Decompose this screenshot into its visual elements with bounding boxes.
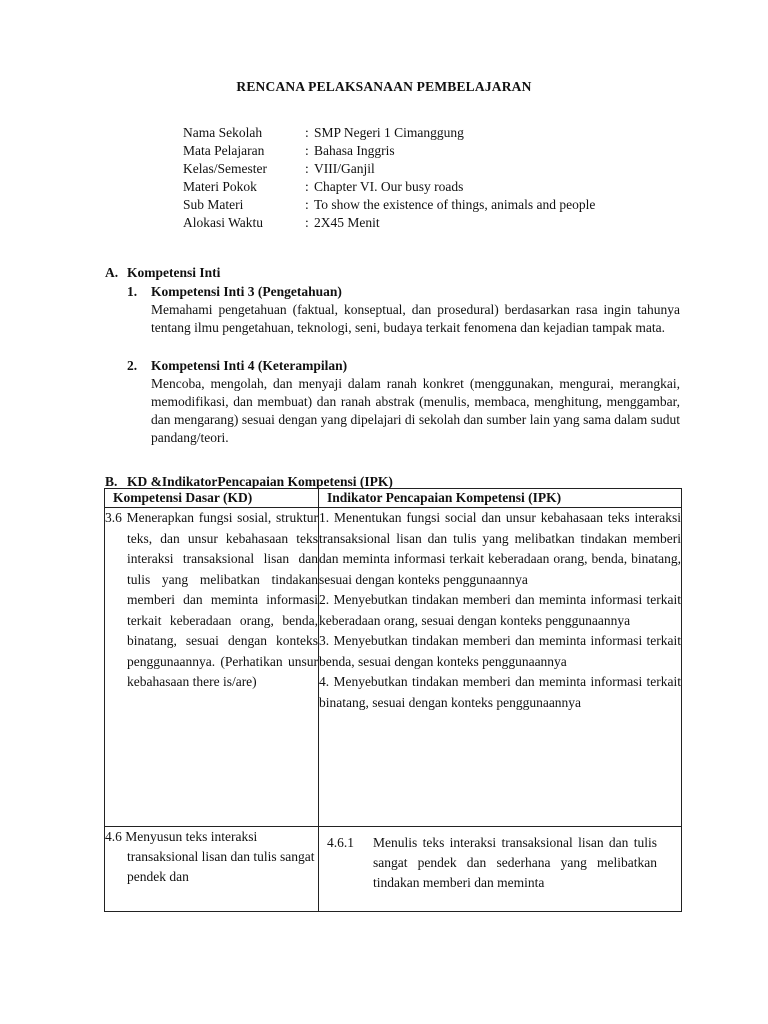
section-letter: A. — [105, 265, 119, 280]
ki-heading-2 — [127, 357, 680, 375]
ipk-item: 4. Menyebutkan tindakan memberi dan meminta informasi terkait binatang, sesuai dengan konteks penggunaannya — [319, 674, 681, 710]
info-key: Kelas/Semester — [183, 161, 267, 176]
kd-cell — [105, 827, 319, 912]
info-key: Alokasi Waktu — [183, 215, 264, 230]
info-separator: : — [305, 179, 309, 194]
info-key: Mata Pelajaran — [183, 143, 265, 158]
info-value: 2X45 Menit — [314, 215, 380, 230]
info-value: SMP Negeri 1 Cimanggung — [314, 125, 464, 140]
kd-cell — [105, 508, 319, 827]
ipk-item: 2. Menyebutkan tindakan memberi dan meminta informasi terkait keberadaan orang, sesuai dengan konteks penggunaannya — [319, 592, 681, 628]
kd-text: 3.6 Menerapkan fungsi sosial, struktur teks, dan unsur kebahasaan teks interaksi transaksional lisan dan tulis yang melibatkan tindakan memberi dan meminta informasi terkait keberadaan orang, benda, binatang, sesuai dengan konteks penggunaannya. (Perhatikan unsur kebahasaan there is/are) — [105, 510, 318, 689]
kd-ipk-table — [104, 488, 682, 912]
ipk-text: Menulis teks interaksi transaksional lisan dan tulis sangat pendek dan sederhana yang melibatkan tindakan memberi dan meminta — [373, 835, 657, 890]
ki-title: Kompetensi Inti 4 (Keterampilan) — [151, 358, 348, 373]
info-key: Materi Pokok — [183, 179, 257, 194]
ki-title: Kompetensi Inti 3 (Pengetahuan) — [151, 284, 342, 299]
ki-description-2 — [151, 375, 680, 447]
info-separator: : — [305, 125, 309, 140]
ipk-item: 1. Menentukan fungsi social dan unsur kebahasaan teks interaksi transaksional lisan dan tulis yang melibatkan tindakan memberi dan meminta informasi terkait keberadaan orang, benda, binatang, sesuai dengan konteks penggunaannya — [319, 510, 681, 587]
ki-paragraph: Memahami pengetahuan (faktual, konseptual, dan prosedural) berdasarkan rasa ingin tahunya tentang ilmu pengetahuan, teknologi, seni, budaya terkait fenomena dan kejadian tampak mata. — [151, 302, 680, 335]
document-title: RENCANA PELAKSANAAN PEMBELAJARAN — [236, 79, 532, 94]
section-letter: B. — [105, 474, 118, 489]
ki-paragraph: Mencoba, mengolah, dan menyaji dalam ranah konkret (menggunakan, mengurai, merangkai, memodifikasi, dan membuat) dan ranah abstrak (menulis, membaca, menghitung, menggambar, dan mengarang) sesuai dengan yang dipelajari di sekolah dan sumber lain yang sama dalam sudut pandang/teori. — [151, 376, 680, 445]
info-row-time — [183, 214, 595, 232]
section-kompetensi-inti — [105, 264, 680, 447]
ki-number: 2. — [127, 358, 138, 373]
section-title: KD &IndikatorPencapaian Kompetensi (IPK) — [127, 474, 393, 489]
ipk-item: 3. Menyebutkan tindakan memberi dan meminta informasi terkait benda, sesuai dengan konteks penggunaannya — [319, 633, 681, 669]
section-heading — [105, 264, 680, 282]
table-row — [105, 827, 682, 912]
info-value: To show the existence of things, animals and people — [314, 197, 596, 212]
kd-text: 4.6 Menyusun teks interaksi transaksional lisan dan tulis sangat pendek dan — [105, 829, 315, 884]
identity-block — [183, 124, 595, 232]
info-separator: : — [305, 143, 309, 158]
table-header-row — [105, 489, 682, 508]
info-separator: : — [305, 161, 309, 176]
info-row-subject — [183, 142, 595, 160]
info-value: Chapter VI. Our busy roads — [314, 179, 464, 194]
info-key: Sub Materi — [183, 197, 244, 212]
info-row-subtopic — [183, 196, 595, 214]
info-separator: : — [305, 197, 309, 212]
ipk-cell — [319, 508, 682, 827]
section-title: Kompetensi Inti — [127, 265, 221, 280]
info-value: Bahasa Inggris — [314, 143, 395, 158]
ki-description-1 — [151, 301, 680, 337]
ki-number: 1. — [127, 284, 138, 299]
info-row-topic — [183, 178, 595, 196]
info-separator: : — [305, 215, 309, 230]
table-row — [105, 508, 682, 827]
table-header-kd: Kompetensi Dasar (KD) — [105, 489, 319, 508]
ipk-cell — [319, 827, 682, 912]
table-header-ipk: Indikator Pencapaian Kompetensi (IPK) — [319, 489, 682, 508]
info-key: Nama Sekolah — [183, 125, 263, 140]
info-value: VIII/Ganjil — [314, 161, 375, 176]
info-row-class — [183, 160, 595, 178]
ki-heading-1 — [127, 283, 680, 301]
ipk-number: 4.6.1 — [327, 835, 354, 850]
ipk-item — [319, 827, 681, 893]
info-row-school — [183, 124, 595, 142]
